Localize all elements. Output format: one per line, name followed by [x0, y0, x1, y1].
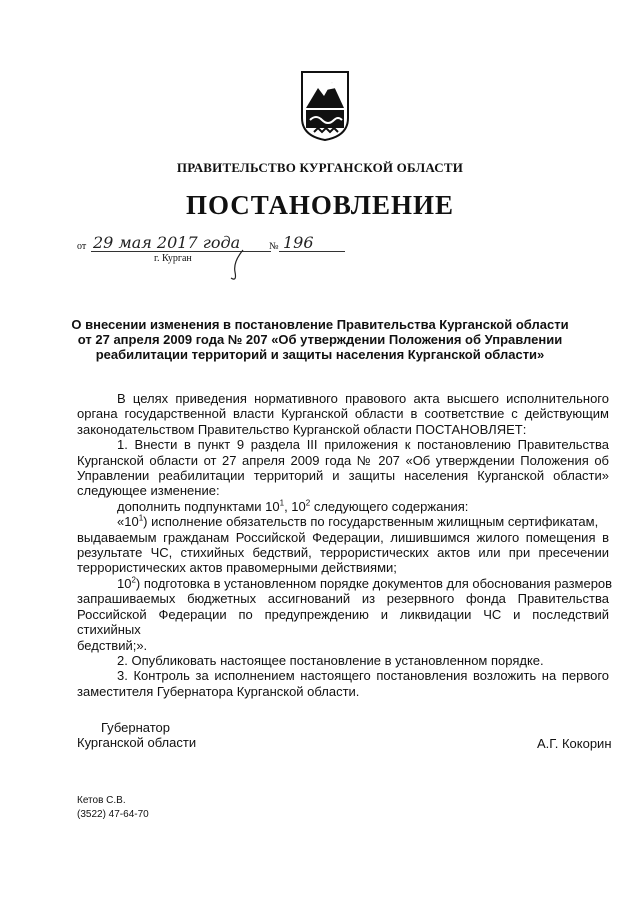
- body-line: террористических актов правомерными действиями;: [77, 560, 397, 576]
- body-line: [77, 575, 613, 591]
- handwritten-number: 196: [283, 233, 314, 252]
- number-underline: [279, 251, 345, 252]
- text-run: ) подготовка в установленном порядке документов для обоснования размеров: [135, 575, 613, 591]
- signatory-region: Курганской области: [77, 735, 197, 750]
- body-line: Российской Федерации по предупреждению и ликвидации ЧС и последствий стихийных: [77, 606, 609, 638]
- body-line: Управлении реабилитации территорий и защиты населения Курганской области»: [77, 468, 609, 484]
- document-subject: [0, 317, 640, 362]
- body-line: 2. Опубликовать настоящее постановление в установленном порядке.: [117, 652, 544, 668]
- city-name: г. Курган: [154, 253, 192, 264]
- executor-info: [77, 794, 149, 822]
- date-prefix: от: [77, 241, 87, 252]
- body-line: [77, 514, 609, 529]
- subject-line: О внесении изменения в постановление Правительства Курганской области: [71, 317, 569, 332]
- subject-line: от 27 апреля 2009 года № 207 «Об утверждении Положения об Управлении: [77, 332, 563, 347]
- handwritten-date: 29 мая 2017 года: [93, 233, 241, 252]
- number-prefix: №: [269, 241, 279, 252]
- signatory-role: [77, 720, 196, 750]
- body-line: законодательством Правительство Курганской области ПОСТАНОВЛЯЕТ:: [77, 421, 527, 437]
- body-line: запрашиваемых бюджетных ассигнований из резервного фонда Правительства: [77, 591, 609, 607]
- body-line: бедствий;».: [77, 637, 148, 653]
- body-line: результате ЧС, стихийных бедствий, террористических актов или при пресечении: [77, 545, 609, 561]
- handwritten-stroke: [227, 248, 247, 282]
- body-line: Курганской области от 27 апреля 2009 года № 207 «Об утверждении Положения об: [77, 452, 609, 468]
- coat-of-arms-emblem: [300, 70, 350, 142]
- body-line: 3. Контроль за исполнением настоящего постановления возложить на первого: [117, 668, 609, 684]
- body-line: [77, 499, 609, 514]
- superscript: 1: [138, 513, 144, 523]
- superscript: 2: [131, 575, 136, 585]
- superscript: 1: [279, 498, 285, 508]
- executor-name: Кетов С.В.: [77, 795, 126, 806]
- body-line: заместителя Губернатора Курганской области.: [77, 683, 360, 699]
- signatory-name: А.Г. Кокорин: [537, 736, 612, 751]
- body-line: органа государственной власти Курганской области в соответствие с действующим: [77, 406, 609, 422]
- superscript: 2: [305, 498, 311, 508]
- text-run: 10: [117, 575, 132, 591]
- text-run: дополнить подпунктами 10: [117, 498, 280, 514]
- document-body: [77, 391, 613, 699]
- signatory-title: Губернатор: [101, 720, 170, 735]
- text-run: «10: [117, 514, 139, 530]
- executor-phone: (3522) 47-64-70: [77, 809, 149, 820]
- subject-line: реабилитации территорий и защиты населения Курганской области»: [95, 347, 545, 362]
- text-run: следующего содержания:: [310, 498, 469, 514]
- document-type-title: ПОСТАНОВЛЕНИЕ: [185, 190, 455, 220]
- body-line: 1. Внести в пункт 9 раздела III приложения к постановлению Правительства: [117, 437, 609, 453]
- text-run: ) исполнение обязательств по государственным жилищным сертификатам,: [143, 514, 599, 530]
- date-number-line: [77, 233, 377, 276]
- body-line: выдаваемым гражданам Российской Федерации, лишившимся жилого помещения в: [77, 529, 609, 545]
- body-line: В целях приведения нормативного правового акта высшего исполнительного: [117, 391, 609, 406]
- text-run: , 10: [284, 498, 306, 514]
- body-line: следующее изменение:: [77, 483, 220, 499]
- government-name: ПРАВИТЕЛЬСТВО КУРГАНСКОЙ ОБЛАСТИ: [176, 160, 464, 175]
